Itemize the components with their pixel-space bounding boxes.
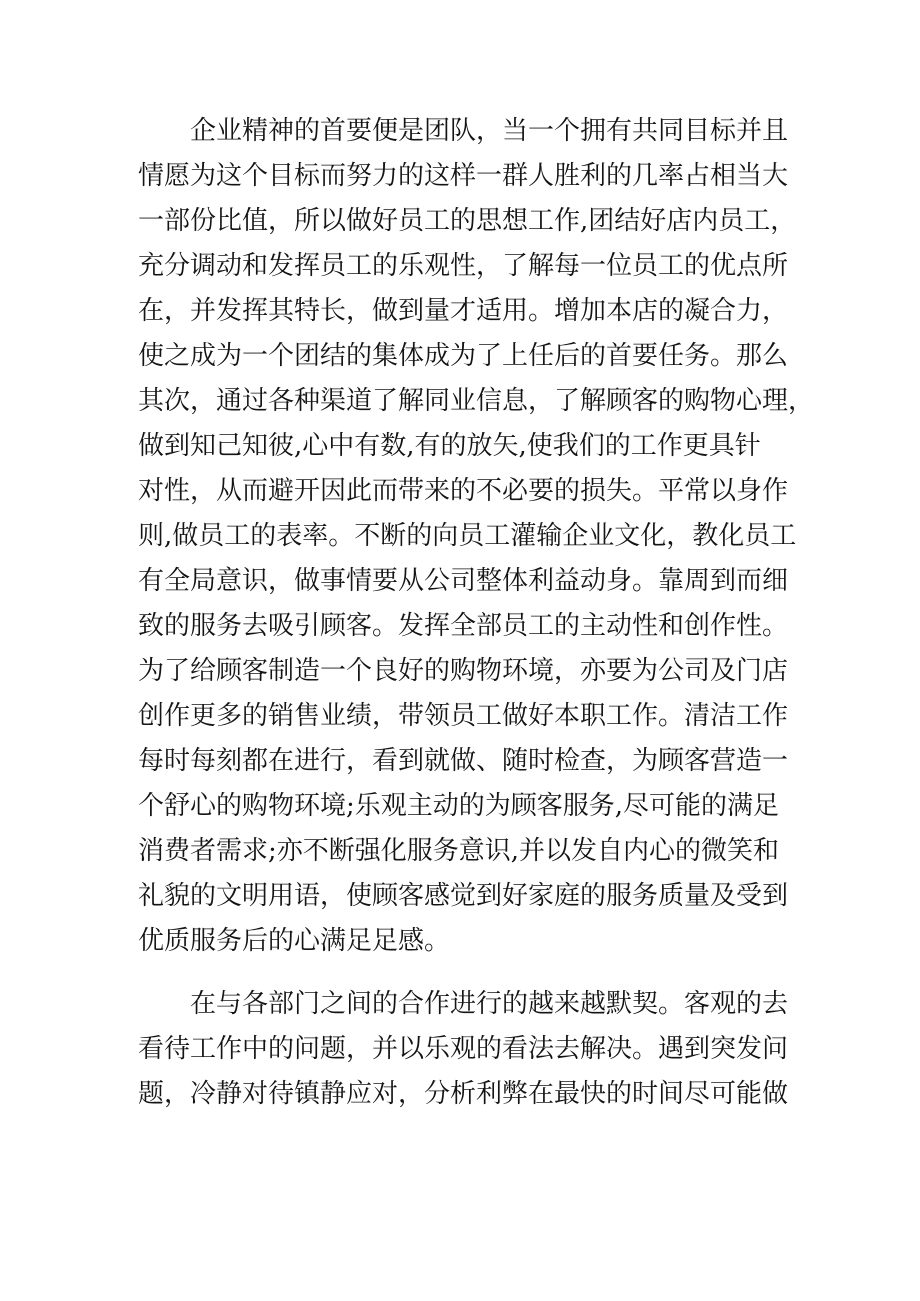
text-line: 礼貌的文明用语，使顾客感觉到好家庭的服务质量及受到 [138, 881, 789, 911]
text-line: 使之成为一个团结的集体成为了上任后的首要任务。那么 [138, 341, 789, 371]
text-line: 有全局意识，做事情要从公司整体利益动身。靠周到而细 [138, 566, 789, 596]
text-line: 在，并发挥其特长，做到量才适用。增加本店的凝合力， [138, 296, 789, 326]
text-line: 看待工作中的问题，并以乐观的看法去解决。遇到突发问 [138, 1034, 789, 1064]
text-line: 创作更多的销售业绩，带领员工做好本职工作。清洁工作 [138, 701, 789, 731]
text-line: 消费者需求;亦不断强化服务意识,并以发自内心的微笑和 [138, 836, 780, 866]
text-line: 致的服务去吸引顾客。发挥全部员工的主动性和创作性。 [138, 611, 789, 641]
text-line: 对性，从而避开因此而带来的不必要的损失。平常以身作 [138, 476, 789, 506]
text-line: 在与各部门之间的合作进行的越来越默契。客观的去 [190, 989, 789, 1019]
text-line: 做到知己知彼,心中有数,有的放矢,使我们的工作更具针 [138, 431, 761, 461]
text-line: 充分调动和发挥员工的乐观性，了解每一位员工的优点所 [138, 251, 789, 281]
text-line: 个舒心的购物环境;乐观主动的为顾客服务,尽可能的满足 [138, 791, 780, 821]
text-line: 优质服务后的心满足足感。 [138, 926, 451, 956]
text-line: 其次，通过各种渠道了解同业信息，了解顾客的购物心理， [138, 386, 815, 416]
text-line: 则,做员工的表率。不断的向员工灌输企业文化，教化员工 [138, 521, 797, 551]
text-line: 一部份比值，所以做好员工的思想工作,团结好店内员工， [138, 206, 797, 236]
text-line: 每时每刻都在进行，看到就做、随时检查，为顾客营造一 [138, 746, 789, 776]
text-line: 情愿为这个目标而努力的这样一群人胜利的几率占相当大 [138, 161, 789, 191]
text-line: 为了给顾客制造一个良好的购物环境，亦要为公司及门店 [138, 656, 789, 686]
text-line: 企业精神的首要便是团队，当一个拥有共同目标并且 [190, 116, 789, 146]
text-line: 题，冷静对待镇静应对，分析利弊在最快的时间尽可能做 [138, 1079, 789, 1109]
